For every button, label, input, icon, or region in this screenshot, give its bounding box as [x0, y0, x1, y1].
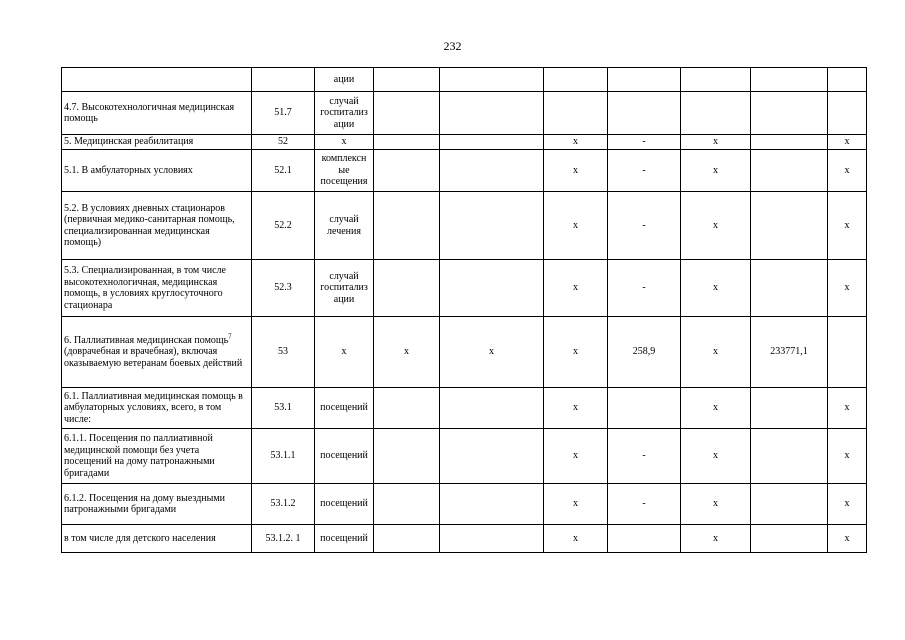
- row-col-5: х: [681, 317, 751, 388]
- row-col-4: 258,9: [608, 317, 681, 388]
- row-col-3: х: [544, 388, 608, 429]
- row-unit: посещений: [315, 388, 374, 429]
- row-col-1: [374, 68, 440, 92]
- row-name: 6.1.1. Посещения по паллиативной медицинской помощи без учета посещений на дому патронажными бригадами: [62, 429, 252, 484]
- row-col-6: [751, 92, 828, 135]
- row-col-7: х: [828, 150, 867, 192]
- row-col-1: [374, 388, 440, 429]
- row-col-6: [751, 135, 828, 150]
- table-row: [62, 260, 867, 317]
- row-name: 6.1. Паллиативная медицинская помощь в амбулаторных условиях, всего, в том числе:: [62, 388, 252, 429]
- row-col-3: х: [544, 260, 608, 317]
- row-name: 4.7. Высокотехнологичная медицинская помощь: [62, 92, 252, 135]
- row-code: 53: [252, 317, 315, 388]
- row-col-2: [440, 150, 544, 192]
- table-row: [62, 92, 867, 135]
- row-code: 53.1: [252, 388, 315, 429]
- row-col-2: [440, 68, 544, 92]
- row-col-1: [374, 92, 440, 135]
- row-unit: х: [315, 317, 374, 388]
- row-col-5: х: [681, 150, 751, 192]
- row-col-7: х: [828, 388, 867, 429]
- row-col-7: х: [828, 484, 867, 525]
- row-name: 5.3. Специализированная, в том числе высокотехнологичная, медицинская помощь, в условиях круглосуточного стационара: [62, 260, 252, 317]
- row-col-2: [440, 484, 544, 525]
- row-col-4: -: [608, 484, 681, 525]
- row-col-4: -: [608, 150, 681, 192]
- row-col-1: [374, 484, 440, 525]
- row-col-1: [374, 135, 440, 150]
- row-col-7: х: [828, 135, 867, 150]
- row-col-6: [751, 192, 828, 260]
- row-name: [62, 317, 252, 388]
- row-col-3: х: [544, 135, 608, 150]
- row-unit: х: [315, 135, 374, 150]
- row-col-5: х: [681, 192, 751, 260]
- row-name: [62, 68, 252, 92]
- row-unit: посещений: [315, 484, 374, 525]
- row-col-1: [374, 260, 440, 317]
- row-code: 53.1.2. 1: [252, 525, 315, 553]
- row-name: в том числе для детского населения: [62, 525, 252, 553]
- row-unit: ации: [315, 68, 374, 92]
- row-col-4: [608, 525, 681, 553]
- row-col-7: [828, 68, 867, 92]
- table-row: [62, 192, 867, 260]
- row-col-4: [608, 68, 681, 92]
- row-code: 52: [252, 135, 315, 150]
- row-col-3: х: [544, 525, 608, 553]
- row-col-3: х: [544, 317, 608, 388]
- row-col-1: [374, 429, 440, 484]
- row-unit: случай госпитализ ации: [315, 92, 374, 135]
- row-code: 52.1: [252, 150, 315, 192]
- table-row: [62, 317, 867, 388]
- row-col-5: х: [681, 260, 751, 317]
- row-col-6: [751, 484, 828, 525]
- row-unit: случай госпитализ ации: [315, 260, 374, 317]
- row-col-6: [751, 388, 828, 429]
- row-col-1: [374, 192, 440, 260]
- row-unit: посещений: [315, 525, 374, 553]
- row-col-6: [751, 68, 828, 92]
- row-unit: посещений: [315, 429, 374, 484]
- table-row: [62, 484, 867, 525]
- data-table: [61, 67, 867, 553]
- row-code: 53.1.1: [252, 429, 315, 484]
- row-col-3: х: [544, 150, 608, 192]
- row-col-5: х: [681, 388, 751, 429]
- row-name: 5.1. В амбулаторных условиях: [62, 150, 252, 192]
- row-col-5: х: [681, 525, 751, 553]
- table-row: [62, 388, 867, 429]
- row-name-text-cont: (доврачебная и врачебная), включая оказываемую ветеранам боевых действий: [64, 346, 243, 369]
- row-col-6: [751, 429, 828, 484]
- row-col-6: [751, 260, 828, 317]
- row-code: 53.1.2: [252, 484, 315, 525]
- row-col-6: [751, 525, 828, 553]
- table-row: [62, 525, 867, 553]
- table-row: [62, 68, 867, 92]
- row-col-5: х: [681, 484, 751, 525]
- row-code: 51.7: [252, 92, 315, 135]
- row-col-7: х: [828, 525, 867, 553]
- row-code: [252, 68, 315, 92]
- row-col-2: [440, 388, 544, 429]
- row-col-4: -: [608, 429, 681, 484]
- footnote-marker: 7: [228, 332, 232, 341]
- row-col-2: х: [440, 317, 544, 388]
- row-unit: случай лечения: [315, 192, 374, 260]
- row-col-3: х: [544, 192, 608, 260]
- row-col-1: [374, 150, 440, 192]
- row-col-5: [681, 68, 751, 92]
- row-name: 6.1.2. Посещения на дому выездными патронажными бригадами: [62, 484, 252, 525]
- row-col-4: [608, 92, 681, 135]
- row-col-5: [681, 92, 751, 135]
- row-col-4: -: [608, 192, 681, 260]
- table-row: [62, 135, 867, 150]
- row-col-5: х: [681, 135, 751, 150]
- row-col-3: х: [544, 484, 608, 525]
- row-col-2: [440, 135, 544, 150]
- row-code: 52.2: [252, 192, 315, 260]
- row-name: 5.2. В условиях дневных стационаров (первичная медико-санитарная помощь, специализированная медицинская помощь): [62, 192, 252, 260]
- row-unit: комплексн ые посещения: [315, 150, 374, 192]
- row-col-7: х: [828, 429, 867, 484]
- row-col-4: [608, 388, 681, 429]
- row-col-5: х: [681, 429, 751, 484]
- row-col-7: х: [828, 260, 867, 317]
- row-col-2: [440, 525, 544, 553]
- row-name-text: 6. Паллиативная медицинская помощь: [64, 334, 229, 346]
- row-col-3: [544, 92, 608, 135]
- row-col-7: [828, 92, 867, 135]
- row-col-1: х: [374, 317, 440, 388]
- row-name: 5. Медицинская реабилитация: [62, 135, 252, 150]
- row-col-4: -: [608, 260, 681, 317]
- row-col-7: х: [828, 192, 867, 260]
- page-number: 232: [443, 39, 462, 53]
- row-col-3: х: [544, 429, 608, 484]
- row-code: 52.3: [252, 260, 315, 317]
- row-col-6: [751, 150, 828, 192]
- table-row: [62, 150, 867, 192]
- row-col-3: [544, 68, 608, 92]
- row-col-2: [440, 260, 544, 317]
- row-col-2: [440, 92, 544, 135]
- row-col-2: [440, 429, 544, 484]
- row-col-2: [440, 192, 544, 260]
- row-col-7: [828, 317, 867, 388]
- table-row: [62, 429, 867, 484]
- row-col-1: [374, 525, 440, 553]
- row-col-4: -: [608, 135, 681, 150]
- row-col-6: 233771,1: [751, 317, 828, 388]
